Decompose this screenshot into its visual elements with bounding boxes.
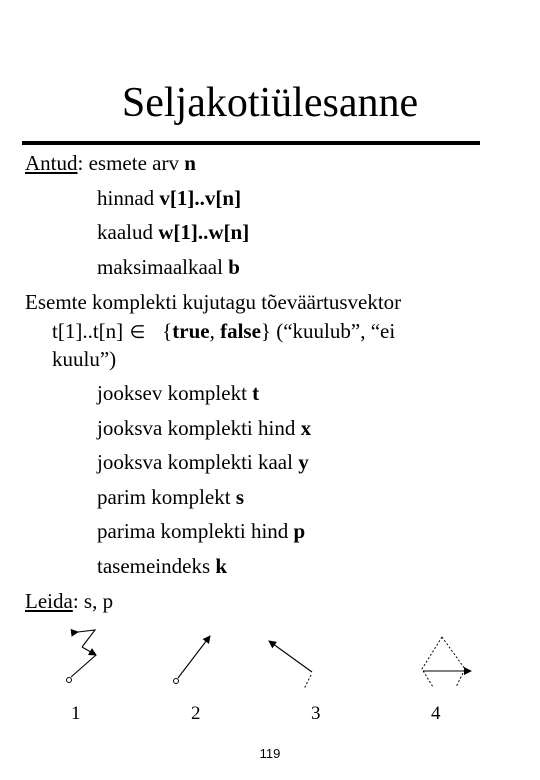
var-3-text: jooksva komplekti kaal xyxy=(97,450,299,474)
var-6-text: tasemeindeks xyxy=(97,554,216,578)
given-line-3 xyxy=(97,219,249,245)
find-label: Leida xyxy=(25,589,73,613)
diagram-2-diagonal-arrow xyxy=(174,636,211,684)
figure-label-3: 3 xyxy=(311,703,321,724)
repr-l2-pre: t[1]..t[n] xyxy=(52,319,129,343)
find-value: s, p xyxy=(83,589,114,613)
title-rule xyxy=(22,141,480,145)
given-line-2 xyxy=(97,185,241,211)
var-line-2 xyxy=(97,415,311,441)
repr-line-1: Esemte komplekti kujutagu tõeväärtusvektor xyxy=(25,290,402,314)
move-diagrams xyxy=(0,625,540,705)
repr-comma: , xyxy=(209,319,221,343)
given-l3-text: kaalud xyxy=(97,220,159,244)
var-5-name: p xyxy=(293,519,306,543)
repr-line-2 xyxy=(52,318,395,346)
given-l3-var: w[1]..w[n] xyxy=(158,220,250,244)
given-l4-var: b xyxy=(228,255,240,279)
given-l2-var: v[1]..v[n] xyxy=(159,186,242,210)
find-sep: : xyxy=(72,589,84,613)
var-3-name: y xyxy=(298,450,309,474)
var-line-6 xyxy=(97,553,227,579)
repr-rest: } (“kuulub”, “ei xyxy=(260,319,396,343)
figure-label-2: 2 xyxy=(191,703,201,724)
given-line-1 xyxy=(25,150,196,176)
var-line-4 xyxy=(97,484,244,510)
repr-line-3: kuulu”) xyxy=(52,347,117,371)
given-l2-text: hinnad xyxy=(97,186,160,210)
repr-true: true xyxy=(172,319,210,343)
given-l1-var: n xyxy=(184,151,196,175)
diagram-1-zigzag-arrow xyxy=(67,630,97,683)
given-label: Antud xyxy=(25,151,78,175)
given-line-4 xyxy=(97,254,240,280)
var-1-text: jooksev komplekt xyxy=(97,381,253,405)
var-1-name: t xyxy=(252,381,260,405)
var-line-5 xyxy=(97,518,305,544)
var-6-name: k xyxy=(215,554,228,578)
var-line-3 xyxy=(97,449,309,475)
var-5-text: parima komplekti hind xyxy=(97,519,294,543)
diagram-3-backtrack-arrow xyxy=(269,641,312,689)
slide-title: Seljakotiülesanne xyxy=(121,80,419,126)
var-2-text: jooksva komplekti hind xyxy=(97,416,301,440)
var-2-name: x xyxy=(300,416,312,440)
element-of-icon: ∈ xyxy=(129,322,146,343)
figure-label-4: 4 xyxy=(431,703,441,724)
figure-label-1: 1 xyxy=(71,703,81,724)
given-l4-text: maksimaalkaal xyxy=(97,255,229,279)
repr-brace-open: { xyxy=(162,319,173,343)
find-line xyxy=(25,588,113,614)
repr-false: false xyxy=(220,319,261,343)
given-sep: : xyxy=(77,151,89,175)
page-number: 119 xyxy=(259,746,281,761)
given-l1-text: esmete arv xyxy=(88,151,185,175)
var-4-text: parim komplekt xyxy=(97,485,236,509)
var-line-1 xyxy=(97,380,259,406)
var-4-name: s xyxy=(235,485,244,509)
diagram-4-diamond-arrow xyxy=(422,637,471,687)
